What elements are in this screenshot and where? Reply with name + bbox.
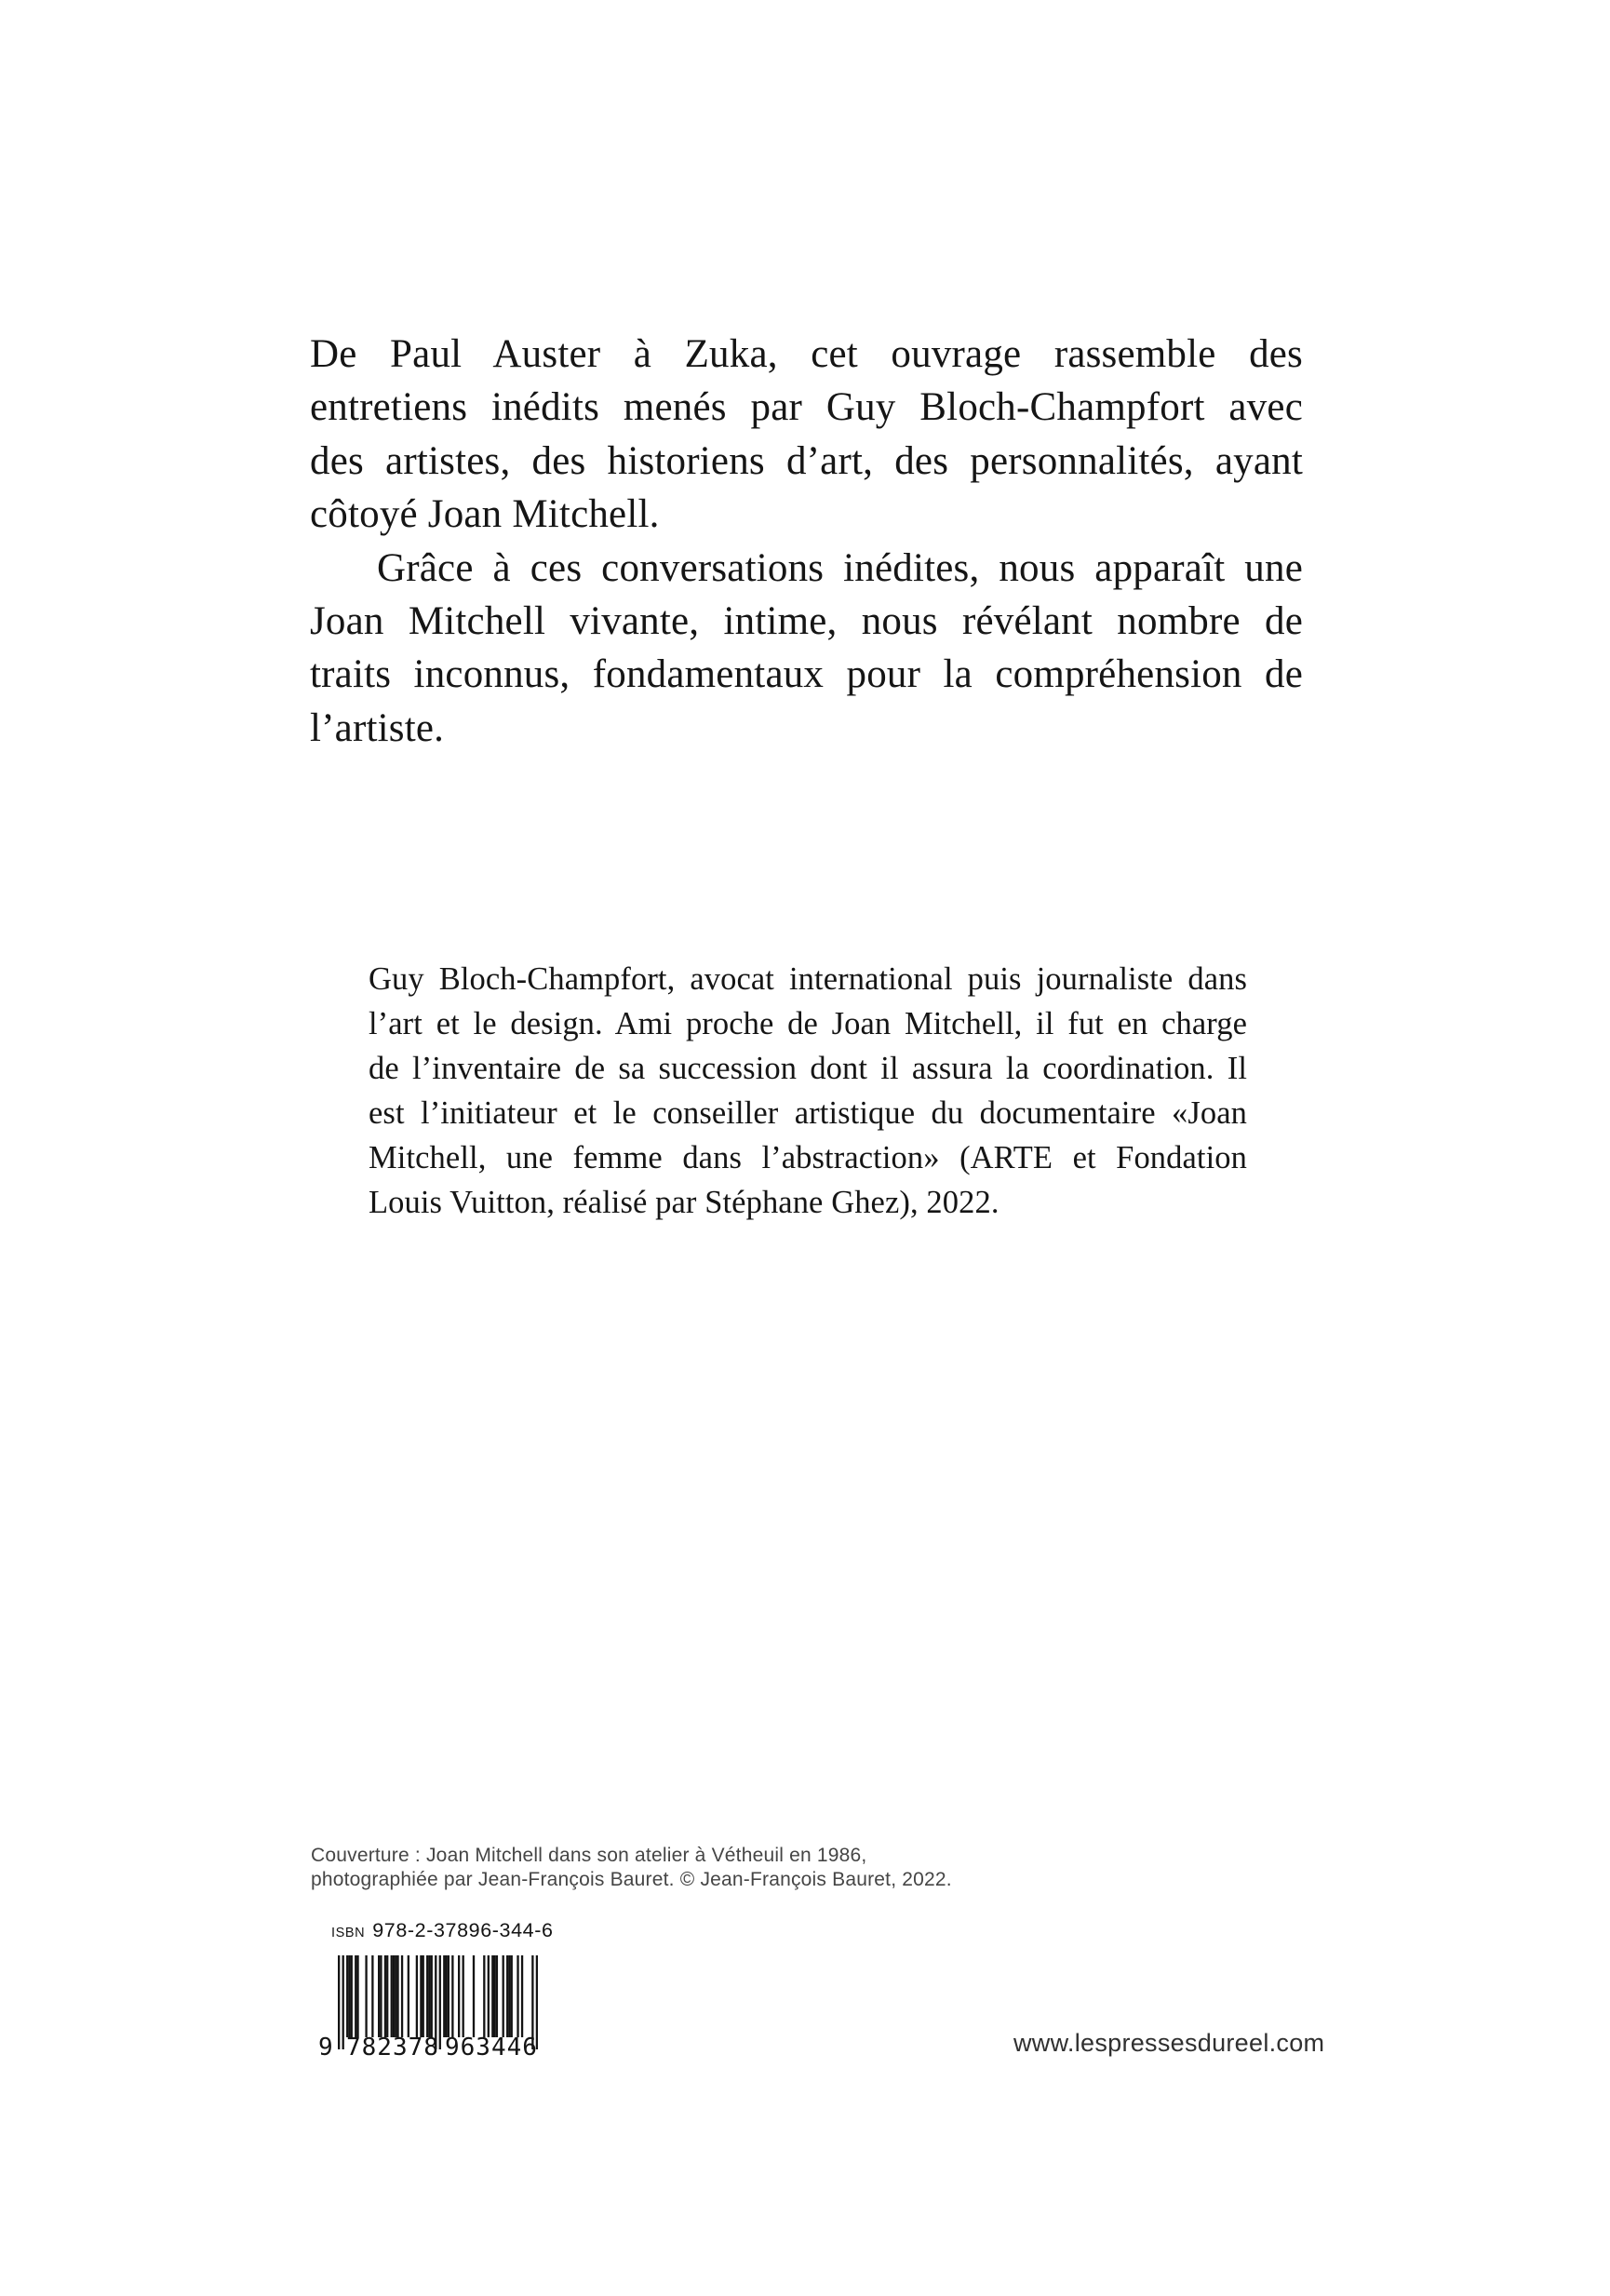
bio-line: est l’initiateur et le conseiller artistique du documentaire «Joan bbox=[369, 1095, 1247, 1131]
synopsis-line: De Paul Auster à Zuka, cet ouvrage rassemble des bbox=[310, 332, 1303, 376]
synopsis-line: Joan Mitchell vivante, intime, nous révélant nombre de bbox=[310, 599, 1303, 644]
barcode-digit-lead: 9 bbox=[318, 2034, 334, 2061]
cover-credit-line-1: Couverture : Joan Mitchell dans son atelier à Vétheuil en 1986, bbox=[311, 1845, 867, 1866]
synopsis-paragraph-2 bbox=[310, 542, 1303, 756]
bio-line: de l’inventaire de sa succession dont il assura la coordination. Il bbox=[369, 1051, 1247, 1086]
synopsis-line: traits inconnus, fondamentaux pour la compréhension de bbox=[310, 652, 1303, 697]
publisher-website: www.lespressesdureel.com bbox=[1013, 2029, 1325, 2057]
ean13-barcode bbox=[318, 1955, 538, 2065]
barcode-digits-left: 782378 bbox=[346, 2034, 439, 2061]
bio-line: Guy Bloch-Champfort, avocat international puis journaliste dans bbox=[369, 961, 1247, 997]
synopsis-line: l’artiste. bbox=[310, 705, 445, 750]
isbn-number: 978-2-37896-344-6 bbox=[372, 1919, 554, 1941]
synopsis-line: Grâce à ces conversations inédites, nous apparaît une bbox=[377, 545, 1303, 590]
synopsis-line: côtoyé Joan Mitchell. bbox=[310, 492, 660, 537]
synopsis-line: entretiens inédits menés par Guy Bloch-Champfort avec bbox=[310, 385, 1303, 430]
barcode-digits-right: 963446 bbox=[445, 2034, 538, 2061]
synopsis-line: des artistes, des historiens d’art, des personnalités, ayant bbox=[310, 438, 1303, 483]
bio-line: l’art et le design. Ami proche de Joan Mitchell, il fut en charge bbox=[369, 1006, 1247, 1041]
bio-line: Louis Vuitton, réalisé par Stéphane Ghez), 2022. bbox=[369, 1185, 1000, 1220]
cover-credit-line-2: photographiée par Jean-François Bauret. © Jean-François Bauret, 2022. bbox=[311, 1868, 952, 1890]
synopsis-block bbox=[310, 328, 1303, 755]
isbn-label: ISBN bbox=[331, 1926, 366, 1940]
bio-line: Mitchell, une femme dans l’abstraction» (ARTE et Fondation bbox=[369, 1140, 1247, 1175]
author-bio-block bbox=[369, 957, 1247, 1225]
cover-credit-block bbox=[311, 1844, 952, 1891]
synopsis-paragraph-1 bbox=[310, 328, 1303, 542]
isbn-row bbox=[331, 1919, 554, 1942]
